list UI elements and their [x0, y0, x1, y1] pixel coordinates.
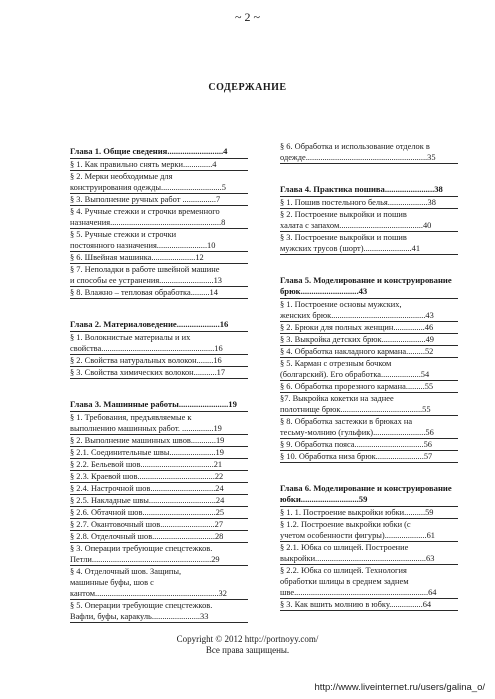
toc-entry: § 2. Мерки необходимые для конструирования одежды.............................5 [70, 171, 248, 194]
toc-entry: § 8. Обработка застежки в брюках на тесьму-молнию (гульфик).........................56 [280, 416, 458, 439]
toc-entry: § 1. Построение основы мужских, женских брюк.............................................43 [280, 299, 458, 322]
toc-section [280, 141, 458, 164]
toc-entry: § 3. Свойства химических волокон...........17 [70, 367, 248, 379]
toc-entry: § 6. Швейная машинка.....................12 [70, 252, 248, 264]
toc-entry: § 2. Выполнение машинных швов............19 [70, 435, 248, 447]
toc-entry: § 9. Обработка пояса.................................56 [280, 439, 458, 451]
toc-entry: § 7. Неполадки в работе швейной машине и способы ее устранения..........................13 [70, 264, 248, 287]
toc-entry: § 1. Пошив постельного белья...................38 [280, 197, 458, 209]
toc-entry: § 2. Брюки для полных женщин...............46 [280, 322, 458, 334]
rights-text: Все права защищены. [205, 645, 290, 655]
toc-section [70, 146, 248, 299]
toc-entry: § 8. Влажно – тепловая обработка.........14 [70, 287, 248, 299]
chapter-title: Глава 6. Моделирование и конструирование юбки...........................59 [280, 483, 458, 507]
copyright-text: Copyright © 2012 http://portnoyy.com/ [176, 634, 319, 644]
toc-entry: § 1. Как правильно снять мерки..............4 [70, 159, 248, 171]
page-number: ~ 2 ~ [235, 10, 260, 24]
toc-entry: § 2.5. Накладные швы................................24 [70, 495, 248, 507]
toc-entry: § 3. Операции требующие спецстежков. Петли.........................................................29 [70, 543, 248, 566]
toc-entry: § 6. Обработка и использование отделок в одежде..........................................................35 [280, 141, 458, 164]
toc-entry: § 2.6. Обтачной шов...................................25 [70, 507, 248, 519]
toc-entry: § 2.4. Настрочной шов...............................24 [70, 483, 248, 495]
toc-entry: § 2.2. Юбка со шлицей. Технология обработки шлицы в среднем заднем шве................................................................64 [280, 565, 458, 599]
toc-section [70, 319, 248, 379]
toc-entry: § 1.2. Построение выкройки юбки (с учетом особенности фигуры)....................61 [280, 519, 458, 542]
toc-heading: СОДЕРЖАНИЕ [208, 82, 287, 93]
toc-entry: § 2. Свойства натуральных волокон........16 [70, 355, 248, 367]
toc-entry: § 1. 1. Построение выкройки юбки..........59 [280, 507, 458, 519]
toc-section [280, 275, 458, 463]
chapter-title: Глава 5. Моделирование и конструирование брюк...........................43 [280, 275, 458, 299]
toc-entry: § 4. Обработка накладного кармана.........52 [280, 346, 458, 358]
chapter-title: Глава 4. Практика пошива.......................38 [280, 184, 458, 197]
toc-entry: § 3. Выкройка детских брюк.....................49 [280, 334, 458, 346]
toc-left-column [70, 146, 248, 643]
toc-entry: § 2.2. Бельевой шов...................................21 [70, 459, 248, 471]
toc-entry: § 1. Требования, предъявляемые к выполнению машинных работ. ...............19 [70, 412, 248, 435]
toc-entry: § 2.8. Отделочный шов..............................28 [70, 531, 248, 543]
watermark-url: http://www.liveinternet.ru/users/galina_o/ [314, 682, 485, 693]
toc-entry: §7. Выкройка кокетки на заднее полотнище брюк.......................................55 [280, 393, 458, 416]
toc-entry: § 2.7. Окантовочный шов..........................27 [70, 519, 248, 531]
chapter-title: Глава 1. Общие сведения..........................4 [70, 146, 248, 159]
toc-entry: § 4. Отделочный шов. Защипы, машинные буфы, шов с кантом...........................................................32 [70, 566, 248, 600]
toc-entry: § 5. Ручные стежки и строчки постоянного назначения........................10 [70, 229, 248, 252]
chapter-title: Глава 2. Материаловедение....................16 [70, 319, 248, 332]
toc-entry: § 3. Построение выкройки и пошив мужских трусов (шорт).......................41 [280, 232, 458, 255]
toc-entry: § 2.3. Краевой шов.....................................22 [70, 471, 248, 483]
chapter-title: Глава 3. Машинные работы.......................19 [70, 399, 248, 412]
toc-entry: § 3. Выполнение ручных работ ................7 [70, 194, 248, 206]
toc-entry: § 1. Волокнистые материалы и их свойства......................................................16 [70, 332, 248, 355]
toc-right-column [280, 141, 458, 631]
toc-entry: § 4. Ручные стежки и строчки временного назначения.....................................................8 [70, 206, 248, 229]
toc-entry: § 2.1. Юбка со шлицей. Построение выкройки.....................................................63 [280, 542, 458, 565]
toc-entry: § 5. Карман с отрезным бочком (болгарский). Его обработка...................54 [280, 358, 458, 381]
toc-entry: § 10. Обработка низа брюк.......................57 [280, 451, 458, 463]
toc-entry: § 6. Обработка прорезного кармана.........55 [280, 381, 458, 393]
toc-entry: § 2.1. Соединительные швы......................19 [70, 447, 248, 459]
toc-section [280, 184, 458, 255]
toc-entry: § 2. Построение выкройки и пошив халата с запахом........................................40 [280, 209, 458, 232]
toc-entry: § 5. Операции требующие спецстежков. Вафли, буфы, каракуль.......................33 [70, 600, 248, 623]
toc-entry: § 3. Как вшить молнию в юбку................64 [280, 599, 458, 611]
footer [0, 634, 495, 656]
toc-section [280, 483, 458, 611]
toc-section [70, 399, 248, 623]
